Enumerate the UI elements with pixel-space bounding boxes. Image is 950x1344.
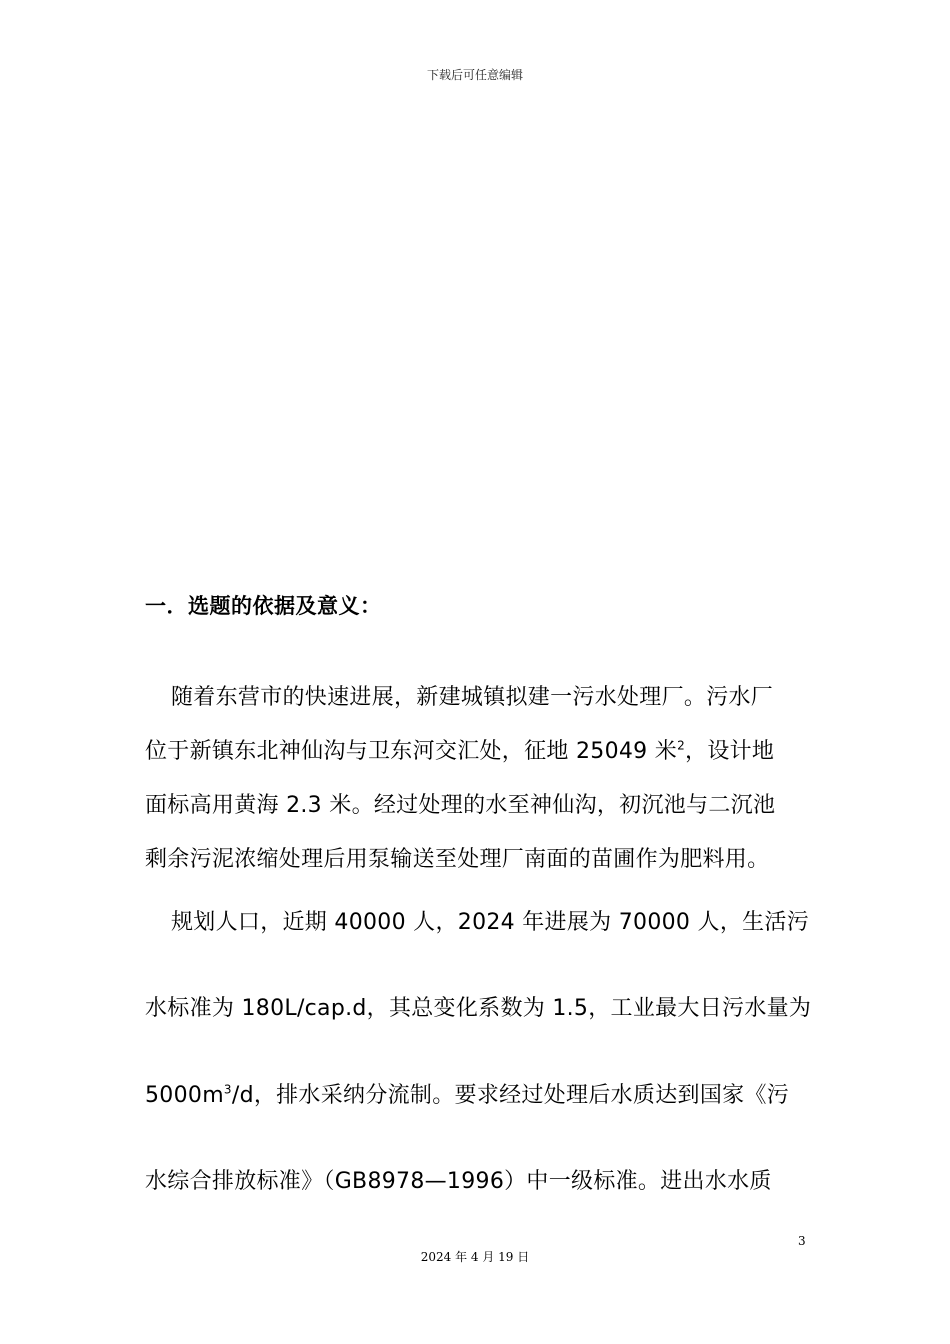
paragraph-2-line-3-tail: /d，排水采纳分流制。要求经过处理后水质达到国家《污 bbox=[231, 1083, 790, 1108]
page-number: 3 bbox=[798, 1234, 806, 1248]
superscript-square: 2 bbox=[677, 738, 686, 753]
paragraph-2-line-4: 水综合排放标准》（GB8978—1996）中一级标准。进出水水质 bbox=[145, 1169, 772, 1194]
paragraph-1-line-1: 随着东营市的快速进展，新建城镇拟建一污水处理厂。污水厂 bbox=[171, 685, 774, 710]
section-heading: 一．选题的依据及意义： bbox=[145, 594, 382, 618]
paragraph-2-line-1: 规划人口，近期 40000 人，2024 年进展为 70000 人，生活污 bbox=[171, 910, 810, 935]
paragraph-1-line-3: 面标高用黄海 2.3 米。经过处理的水至神仙沟，初沉池与二沉池 bbox=[145, 793, 776, 818]
paragraph-1-line-2-text: 位于新镇东北神仙沟与卫东河交汇处，征地 25049 米 bbox=[145, 739, 678, 764]
header-note: 下载后可任意编辑 bbox=[426, 68, 523, 82]
paragraph-2-line-2: 水标准为 180L/cap.d，其总变化系数为 1.5，工业最大日污水量为 bbox=[145, 996, 812, 1021]
paragraph-2-line-3 bbox=[145, 1078, 815, 1109]
paragraph-1-line-4: 剩余污泥浓缩处理后用泵输送至处理厂南面的苗圃作为肥料用。 bbox=[145, 847, 770, 872]
paragraph-2-line-3-text: 5000m bbox=[145, 1083, 224, 1108]
paragraph-1-line-2-tail: ，设计地 bbox=[685, 739, 775, 764]
footer-date: 2024 年 4 月 19 日 bbox=[420, 1250, 530, 1264]
paragraph-1-line-2 bbox=[145, 734, 815, 765]
superscript-cube: 3 bbox=[223, 1082, 232, 1097]
